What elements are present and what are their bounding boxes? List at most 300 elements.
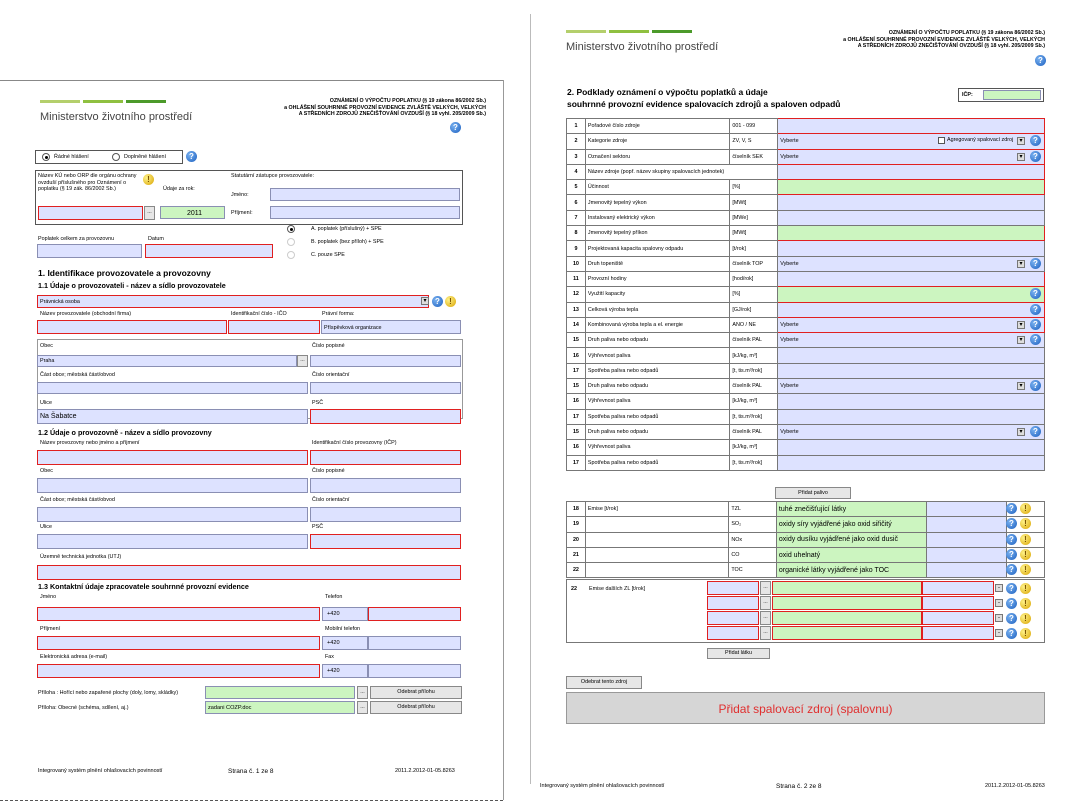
option-a-label: A. poplatek (příslušný) + SPE	[311, 226, 382, 232]
row-label: Výhřevnost paliva	[585, 394, 729, 409]
substance-value-field[interactable]	[922, 626, 994, 640]
row-value-field[interactable]	[778, 440, 1045, 455]
mobile-label: Mobilní telefon	[325, 626, 361, 632]
table-row	[567, 210, 1045, 225]
help-icon[interactable]: ?	[1030, 135, 1041, 146]
row-number: 9	[567, 241, 586, 256]
page-1-right-border	[503, 80, 504, 800]
table-row	[567, 241, 1045, 256]
substance-code-field[interactable]	[707, 626, 759, 640]
radio-regular-report[interactable]	[42, 153, 50, 161]
fee-total-label: Poplatek celkem za provozovnu	[38, 236, 115, 242]
row-number: 15	[567, 379, 586, 394]
facility-cislo-orientacni-field[interactable]	[310, 507, 461, 522]
table-row	[567, 149, 1045, 164]
row-unit: [t, tis.m³/rok]	[730, 455, 778, 470]
row-label: Označení sektoru	[585, 149, 729, 164]
substance-code-field[interactable]	[707, 596, 759, 610]
row-label: Instalovaný elektrický výkon	[585, 210, 729, 225]
substance-name-field[interactable]	[772, 596, 922, 610]
table-row	[567, 256, 1045, 271]
row-number: 16	[567, 394, 586, 409]
facility-psc-label: PSČ	[312, 524, 324, 530]
row-label: Kombinovaná výroba tepla a el. energie	[585, 317, 729, 332]
phone-prefix: +420	[322, 607, 368, 621]
section-2-title-line-2: souhrnné provozní evidence spalovacích zdrojů a spaloven odpadů	[567, 99, 841, 109]
other-emissions-label: Emise dalších ZL [t/rok]	[589, 586, 646, 592]
statutory-label: Statutární zástupce provozovatele:	[231, 173, 315, 179]
substance-name: tuhé znečišťující látky	[776, 502, 926, 517]
chevron-down-icon[interactable]: ▾	[1017, 321, 1025, 329]
facility-obec-field[interactable]	[37, 478, 308, 493]
table-row	[567, 195, 1045, 210]
radio-supplement-report[interactable]	[112, 153, 120, 161]
emission-value-field[interactable]	[926, 517, 1007, 532]
form-page-2	[530, 0, 1089, 804]
ku-label: Název KÚ nebo ORP dle orgánu ochrany ovzduší příslušného pro Oznámení o poplatku (§ 19 zák. 86/2002 Sb.)	[38, 173, 137, 192]
contact-surname-field[interactable]	[37, 636, 320, 650]
row-number: 22	[571, 586, 577, 592]
row-number: 18	[567, 502, 586, 517]
row-number: 20	[567, 532, 586, 547]
table-row	[567, 440, 1045, 455]
footer-system-name: Integrovaný systém plnění ohlašovacích povinností	[540, 783, 665, 789]
warning-icon[interactable]: !	[1020, 628, 1031, 639]
row-label	[585, 563, 728, 578]
obec-browse-button[interactable]: ...	[297, 355, 308, 367]
cislo-orientacni-field[interactable]	[310, 382, 461, 394]
table-row	[567, 424, 1045, 439]
table-row	[567, 226, 1045, 241]
emission-value-field[interactable]	[926, 502, 1007, 517]
ku-field[interactable]	[38, 206, 143, 220]
row-value-field[interactable]	[778, 287, 1045, 302]
row-label: Druh paliva nebo odpadu	[585, 379, 729, 394]
row-label: Druh paliva nebo odpadu	[585, 333, 729, 348]
form-page-1	[0, 80, 503, 804]
row-unit: NOx	[729, 532, 777, 547]
row-number: 13	[567, 302, 586, 317]
remove-source-button[interactable]: Odebrat tento zdroj	[566, 676, 642, 689]
row-value-field[interactable]	[778, 210, 1045, 225]
row-label: Účinnost	[585, 180, 729, 195]
row-value-field[interactable]: Vyberte	[778, 424, 1045, 439]
table-row	[567, 379, 1045, 394]
remove-attachment-1-button[interactable]: Odebrat přílohu	[370, 686, 462, 699]
radio-supplement-label: Doplněné hlášení	[124, 154, 166, 160]
row-number: 4	[567, 164, 586, 179]
cislo-popisne-label: Číslo popisné	[312, 343, 345, 349]
row-value-field[interactable]: Vyberte	[778, 317, 1045, 332]
fax-prefix: +420	[322, 664, 368, 678]
row-value-field[interactable]	[778, 271, 1045, 286]
row-unit: [MWt]	[730, 195, 778, 210]
table-row	[567, 180, 1045, 195]
contact-name-field[interactable]	[37, 607, 320, 621]
table-row	[567, 271, 1045, 286]
page-1-top-border	[0, 80, 503, 81]
row-number: 21	[567, 547, 586, 562]
fax-field[interactable]	[368, 664, 461, 678]
radio-regular-label: Řádné hlášení	[54, 154, 89, 160]
operator-name-field[interactable]	[37, 320, 227, 334]
legal-entity-select[interactable]: Právnická osoba	[37, 295, 429, 308]
ministry-logo	[566, 30, 718, 53]
row-value-field[interactable]: Vyberte	[778, 149, 1045, 164]
header-title: OZNÁMENÍ O VÝPOČTU POPLATKU (§ 19 zákona 86/2002 Sb.) a OHLÁŠENÍ SOUHRNNÉ PROVOZNÍ EVIDENCE ZVLÁŠTĚ VELKÝCH, VELKÝCH A STŘEDNÍCH ZDROJŮ ZNEČIŠŤOVÁNÍ OVZDUŠÍ (§ 18 vyhl. 205/2009 Sb.)	[284, 98, 486, 118]
warning-icon[interactable]: !	[143, 174, 154, 185]
row-unit: [kJ/kg, m³]	[730, 394, 778, 409]
row-label: Provozní hodiny	[585, 271, 729, 286]
row-number: 19	[567, 517, 586, 532]
row-number: 17	[567, 409, 586, 424]
fax-label: Fax	[325, 654, 334, 660]
row-value-field[interactable]	[778, 409, 1045, 424]
table-row	[567, 455, 1045, 470]
utj-field[interactable]	[37, 565, 461, 580]
mobile-prefix: +420	[322, 636, 368, 650]
radio-option-a[interactable]	[287, 225, 295, 233]
row-number: 1	[567, 119, 586, 134]
psc-label: PSČ	[312, 400, 324, 406]
section-2-title-line-1: 2. Podklady oznámení o výpočtu poplatků a údaje	[567, 87, 768, 97]
row-number: 15	[567, 333, 586, 348]
row-number: 11	[567, 271, 586, 286]
row-number: 10	[567, 256, 586, 271]
row-unit: číselník TOP	[730, 256, 778, 271]
help-icon[interactable]: ?	[1030, 380, 1041, 391]
help-icon[interactable]: ?	[1030, 304, 1041, 315]
surname-label: Příjmení:	[231, 210, 253, 216]
row-unit: CO	[729, 547, 777, 562]
help-icon[interactable]: ?	[1006, 613, 1017, 624]
footer-page-number: Strana č. 1 ze 8	[228, 768, 274, 775]
substance-value-field[interactable]	[922, 611, 994, 625]
warning-icon[interactable]: !	[1020, 598, 1031, 609]
warning-icon[interactable]: !	[1020, 613, 1031, 624]
header-title: OZNÁMENÍ O VÝPOČTU POPLATKU (§ 19 zákona 86/2002 Sb.) a OHLÁŠENÍ SOUHRNNÉ PROVOZNÍ EVIDENCE ZVLÁŠTĚ VELKÝCH, VELKÝCH A STŘEDNÍCH ZDROJŮ ZNEČIŠŤOVÁNÍ OVZDUŠÍ (§ 18 vyhl. 205/2009 Sb.)	[843, 30, 1045, 50]
table-row	[567, 394, 1045, 409]
row-number: 8	[567, 226, 586, 241]
row-label: Jmenovitý tepelný příkon	[585, 226, 729, 241]
row-unit: 001 - 099	[730, 119, 778, 134]
row-value-field[interactable]	[778, 180, 1045, 195]
row-unit: [t, tis.m³/rok]	[730, 363, 778, 378]
row-label: Druh topeniště	[585, 256, 729, 271]
row-number: 7	[567, 210, 586, 225]
row-unit: [hod/rok]	[730, 271, 778, 286]
substance-code-field[interactable]	[707, 611, 759, 625]
help-icon[interactable]: ?	[1006, 598, 1017, 609]
chevron-down-icon[interactable]: ▾	[421, 297, 429, 305]
date-field[interactable]	[145, 244, 273, 258]
option-b-label: B. poplatek (bez příloh) + SPE	[311, 239, 384, 245]
row-number: 14	[567, 317, 586, 332]
row-unit: SO₂	[729, 517, 777, 532]
phone-field[interactable]	[368, 607, 461, 621]
row-unit: [MWe]	[730, 210, 778, 225]
help-icon[interactable]: ?	[1006, 518, 1017, 529]
attachment-2-browse-button[interactable]: ...	[357, 701, 368, 714]
help-icon[interactable]: ?	[1006, 549, 1017, 560]
table-row	[567, 333, 1045, 348]
row-label: Druh paliva nebo odpadu	[585, 424, 729, 439]
chevron-down-icon[interactable]: ▾	[1017, 137, 1025, 145]
row-value-field[interactable]	[778, 302, 1045, 317]
ico-field[interactable]	[228, 320, 320, 334]
row-unit: TZL	[729, 502, 777, 517]
substance-name-field[interactable]	[772, 581, 922, 595]
row-label: Využití kapacity	[585, 287, 729, 302]
row-number: 16	[567, 440, 586, 455]
footer-version: 2011.2.2012-01-05.8263	[985, 783, 1045, 789]
ulice-label: Ulice	[40, 400, 52, 406]
table-row	[567, 502, 1045, 517]
row-number: 5	[567, 180, 586, 195]
row-unit: číselník PAL	[730, 379, 778, 394]
row-label: Emise [t/rok]	[585, 502, 728, 517]
row-number: 22	[567, 563, 586, 578]
warning-icon[interactable]: !	[1020, 583, 1031, 594]
row-label: Projektovaná kapacita spalovny odpadu	[585, 241, 729, 256]
help-icon[interactable]: ?	[450, 122, 461, 133]
facility-cislo-popisne-label: Číslo popisné	[312, 468, 345, 474]
help-icon[interactable]: ?	[1006, 583, 1017, 594]
help-icon[interactable]: ?	[432, 296, 443, 307]
ministry-logo	[40, 100, 192, 123]
help-icon[interactable]: ?	[1006, 564, 1017, 575]
substance-name-field[interactable]	[772, 626, 922, 640]
substance-value-field[interactable]	[922, 581, 994, 595]
contact-surname-label: Příjmení	[40, 626, 61, 632]
substance-browse-button[interactable]: ...	[760, 611, 771, 625]
row-value-field[interactable]	[778, 164, 1045, 179]
chevron-down-icon[interactable]: ▾	[1017, 382, 1025, 390]
option-c-label: C. pouze SPE	[311, 252, 345, 258]
attachment-2-label: Příloha: Obecné (schéma, sdílení, aj.)	[38, 705, 129, 711]
facility-ulice-label: Ulice	[40, 524, 52, 530]
statutory-name-field[interactable]	[270, 188, 460, 201]
row-value-field[interactable]	[778, 226, 1045, 241]
row-unit: [t, tis.m³/rok]	[730, 409, 778, 424]
row-label: Jmenovitý tepelný výkon	[585, 195, 729, 210]
help-icon[interactable]: ?	[1006, 534, 1017, 545]
row-label: Celková výroba tepla	[585, 302, 729, 317]
row-value-field[interactable]	[778, 363, 1045, 378]
substance-browse-button[interactable]: ...	[760, 626, 771, 640]
row-label	[585, 547, 728, 562]
fee-total-field[interactable]	[37, 244, 142, 258]
attachment-1-field[interactable]	[205, 686, 355, 699]
source-parameters-table	[566, 118, 1045, 471]
ministry-name: Ministerstvo životního prostředí	[566, 41, 719, 53]
row-value-field[interactable]: Vyberte	[778, 134, 1045, 149]
radio-option-b[interactable]	[287, 238, 295, 246]
ku-browse-button[interactable]: ...	[144, 206, 155, 220]
row-value-field[interactable]	[778, 394, 1045, 409]
chevron-down-icon[interactable]: -	[995, 614, 1003, 622]
help-icon[interactable]: ?	[1035, 55, 1046, 66]
row-number: 15	[567, 424, 586, 439]
add-fuel-button[interactable]: Přidat palivo	[775, 487, 851, 499]
row-value-field[interactable]	[778, 241, 1045, 256]
ulice-field[interactable]: Na Šabatce	[37, 409, 308, 424]
legal-form-select[interactable]: Příspěvková organizace	[321, 320, 461, 334]
help-icon[interactable]: ?	[1030, 426, 1041, 437]
row-label: Kategorie zdroje	[585, 134, 729, 149]
statutory-surname-field[interactable]	[270, 206, 460, 219]
name-label: Jméno:	[231, 192, 249, 198]
section-1-1-title: 1.1 Údaje o provozovateli - název a sídlo provozovatele	[38, 281, 226, 290]
obec-field[interactable]: Praha	[37, 355, 297, 367]
row-number: 12	[567, 287, 586, 302]
row-label: Spotřeba paliva nebo odpadů	[585, 363, 729, 378]
radio-option-c[interactable]	[287, 251, 295, 259]
cast-obce-field[interactable]	[37, 382, 308, 394]
help-icon[interactable]: ?	[1030, 319, 1041, 330]
help-icon[interactable]: ?	[1030, 258, 1041, 269]
help-icon[interactable]: ?	[1030, 334, 1041, 345]
table-row	[567, 563, 1045, 578]
row-number: 2	[567, 134, 586, 149]
row-value-field[interactable]: Vyberte	[778, 256, 1045, 271]
help-icon[interactable]: ?	[186, 151, 197, 162]
contact-name-label: Jméno	[40, 594, 57, 600]
row-number: 6	[567, 195, 586, 210]
help-icon[interactable]: ?	[1006, 503, 1017, 514]
help-icon[interactable]: ?	[1030, 288, 1041, 299]
ministry-name: Ministerstvo životního prostředí	[40, 111, 193, 123]
table-row	[567, 363, 1045, 378]
cislo-popisne-field[interactable]	[310, 355, 461, 367]
warning-icon[interactable]: !	[1020, 518, 1031, 529]
substance-browse-button[interactable]: ...	[760, 581, 771, 595]
warning-icon[interactable]: !	[445, 296, 456, 307]
warning-icon[interactable]: !	[1020, 503, 1031, 514]
table-row	[567, 517, 1045, 532]
aggregated-checkbox[interactable]	[938, 137, 945, 144]
row-value-field[interactable]	[778, 195, 1045, 210]
row-number: 16	[567, 348, 586, 363]
chevron-down-icon[interactable]: ▾	[1017, 336, 1025, 344]
row-unit: [%]	[730, 180, 778, 195]
row-number: 3	[567, 149, 586, 164]
facility-cislo-orientacni-label: Číslo orientační	[312, 497, 350, 503]
row-value-field[interactable]	[778, 455, 1045, 470]
table-row	[567, 119, 1045, 134]
row-unit: ANO / NE	[730, 317, 778, 332]
row-label: Pořadové číslo zdroje	[585, 119, 729, 134]
chevron-down-icon[interactable]: -	[995, 629, 1003, 637]
row-value-field[interactable]: Vyberte	[778, 333, 1045, 348]
table-row	[567, 164, 1045, 179]
legal-form-label: Právní forma:	[322, 311, 355, 317]
row-value-field[interactable]	[778, 119, 1045, 134]
row-label: Spotřeba paliva nebo odpadů	[585, 455, 729, 470]
facility-ulice-field[interactable]	[37, 534, 308, 549]
page-1-cut-line	[0, 800, 503, 801]
substance-name: oxid uhelnatý	[776, 547, 926, 562]
icp-field[interactable]	[310, 450, 461, 465]
icp-field[interactable]	[983, 90, 1041, 100]
add-source-button[interactable]: Přidat spalovací zdroj (spalovnu)	[566, 692, 1045, 724]
warning-icon[interactable]: !	[1020, 564, 1031, 575]
chevron-down-icon[interactable]: -	[995, 599, 1003, 607]
chevron-down-icon[interactable]: ▾	[1017, 153, 1025, 161]
facility-cast-obce-label: Část obce; městská část/obvod	[40, 497, 115, 503]
emission-value-field[interactable]	[926, 547, 1007, 562]
table-row	[567, 532, 1045, 547]
substance-name-field[interactable]	[772, 611, 922, 625]
help-icon[interactable]: ?	[1030, 151, 1041, 162]
attachment-1-browse-button[interactable]: ...	[357, 686, 368, 699]
mobile-field[interactable]	[368, 636, 461, 650]
warning-icon[interactable]: !	[1020, 534, 1031, 545]
facility-name-field[interactable]	[37, 450, 308, 465]
substance-browse-button[interactable]: ...	[760, 596, 771, 610]
chevron-down-icon[interactable]: ▾	[1017, 428, 1025, 436]
section-1-2-title: 1.2 Údaje o provozovně - název a sídlo provozovny	[38, 428, 212, 437]
cast-obce-label: Část obce; městská část/obvod	[40, 372, 115, 378]
facility-obec-label: Obec	[40, 468, 53, 474]
operator-name-label: Název provozovatele (obchodní firma)	[40, 311, 132, 317]
substance-value-field[interactable]	[922, 596, 994, 610]
phone-label: Telefon	[325, 594, 343, 600]
substance-code-field[interactable]	[707, 581, 759, 595]
warning-icon[interactable]: !	[1020, 549, 1031, 560]
help-icon[interactable]: ?	[1006, 628, 1017, 639]
email-field[interactable]	[37, 664, 320, 678]
chevron-down-icon[interactable]: ▾	[1017, 260, 1025, 268]
facility-name-label: Název provozovny nebo jméno a příjmení	[40, 440, 140, 446]
aggregated-label: Agregovaný spalovací zdroj	[947, 137, 1014, 143]
ico-label: Identifikační číslo - IČO	[231, 311, 287, 317]
row-unit: [GJ/rok]	[730, 302, 778, 317]
row-unit: číselník SEK	[730, 149, 778, 164]
row-unit: [t/rok]	[730, 241, 778, 256]
year-field[interactable]: 2011	[160, 206, 225, 219]
facility-cast-obce-field[interactable]	[37, 507, 308, 522]
table-row	[567, 547, 1045, 562]
row-label	[585, 517, 728, 532]
row-unit: TOC	[729, 563, 777, 578]
emission-value-field[interactable]	[926, 532, 1007, 547]
substance-name: oxidy dusíku vyjádřené jako oxid dusič	[776, 532, 926, 547]
attachment-2-field[interactable]: zadani COZP.doc	[205, 701, 355, 714]
remove-attachment-2-button[interactable]: Odebrat přílohu	[370, 701, 462, 714]
page-2-left-border	[530, 14, 531, 784]
row-value-field[interactable]: Vyberte	[778, 379, 1045, 394]
row-label	[585, 532, 728, 547]
address-box	[37, 339, 463, 419]
substance-name: oxidy síry vyjádřené jako oxid siřičitý	[776, 517, 926, 532]
row-label: Výhřevnost paliva	[585, 348, 729, 363]
chevron-down-icon[interactable]: -	[995, 584, 1003, 592]
emission-value-field[interactable]	[926, 563, 1007, 578]
add-substance-button[interactable]: Přidat látku	[707, 648, 770, 659]
emissions-table	[566, 501, 1045, 578]
row-unit: [%]	[730, 287, 778, 302]
footer-page-number: Strana č. 2 ze 8	[776, 783, 822, 790]
footer-version: 2011.2.2012-01-05.8263	[395, 768, 455, 774]
row-value-field[interactable]	[778, 348, 1045, 363]
row-label: Spotřeba paliva nebo odpadů	[585, 409, 729, 424]
psc-field[interactable]	[310, 409, 461, 424]
facility-cislo-popisne-field[interactable]	[310, 478, 461, 493]
table-row	[567, 348, 1045, 363]
table-row	[567, 317, 1045, 332]
facility-psc-field[interactable]	[310, 534, 461, 549]
